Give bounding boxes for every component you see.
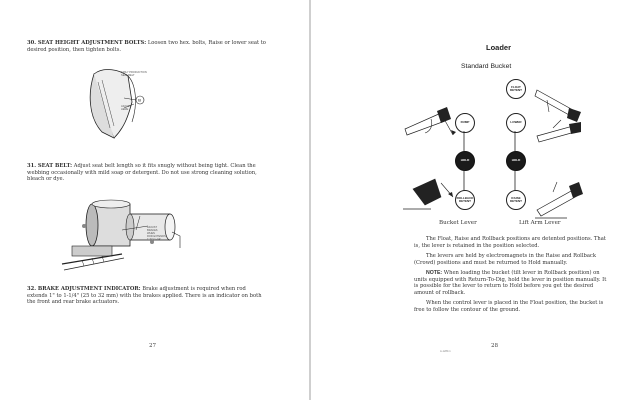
seat-label-1: EMILY PRODUCTION (121, 71, 147, 74)
hold-indicator-right: HOLD (506, 151, 526, 171)
item-30-heading: 30. SEAT HEIGHT ADJUSTMENT BOLTS: (27, 40, 147, 46)
paragraph-1: The Float, Raise and Rollback positions are detented positions. That is, the lever is retained in the position selected. (414, 236, 606, 249)
page-footnote: A-1280-1 (440, 350, 451, 353)
brake-label-5: 1" TO 1-1/4" (147, 238, 162, 241)
item-31-text: Adjust seat belt length so it fits snugly without being tight. Clean the webbing occasionally with mild soap or detergent. Do not use strong cleaning solution, bleach or dye. (27, 163, 257, 183)
item-30 (27, 40, 267, 53)
note-text: When loading the bucket (tilt lever in Rollback position) on units equipped with Return-To-Dig, hold the lever in position manually. It is possible for the lever to return to Hold before you get the desired amount of rollback. (414, 270, 607, 296)
seat-label-4: HERE (121, 108, 129, 111)
lower-indicator: LOWER (506, 113, 526, 133)
right-page-number: 28 (491, 343, 499, 349)
item-32-heading: 32. BRAKE ADJUSTMENT INDICATOR: (27, 286, 141, 292)
rollback-detent-indicator: ROLLBACK DETENT (455, 190, 475, 210)
paragraph-3: When the control lever is placed in the Float position, the bucket is free to follow the contour of the ground. (414, 300, 604, 313)
lift-arm-lever-caption: Lift Arm Lever (519, 220, 561, 226)
right-page (311, 0, 620, 400)
brake-label-1: ADJUST (147, 226, 158, 229)
brake-label-2: BRAKES (147, 229, 158, 232)
item-32 (27, 286, 267, 306)
item-31 (27, 163, 267, 183)
brake-label-4: ROD EXTENDS (147, 235, 166, 238)
paragraph-2: The levers are held by electromagnets in the Raise and Rollback (Crowd) positions and must be returned to Hold manually. (414, 253, 596, 266)
lift-arm-lever-diagram (533, 82, 593, 222)
item-32-text: Brake adjustment is required when rod extends 1" to 1-1/4" (25 to 32 mm) with the brakes applied. There is an indicator on both the front and rear brake actuators. (27, 286, 262, 306)
svg-text:B: B (138, 97, 141, 103)
left-page (0, 0, 309, 400)
brake-label-3: WHEN (147, 232, 155, 235)
float-detent-indicator: FLOAT DETENT (506, 79, 526, 99)
note-paragraph (414, 270, 610, 296)
item-31-heading: 31. SEAT BELT: (27, 163, 73, 169)
item-30-text: Loosen two hex. bolts, Raise or lower seat to desired position, then tighten bolts. (27, 40, 266, 53)
page-subtitle: Standard Bucket (461, 63, 512, 70)
dump-indicator: DUMP (455, 113, 475, 133)
bucket-lever-diagram (401, 105, 461, 215)
bucket-lever-caption: Bucket Lever (439, 220, 477, 226)
page-title: Loader (486, 43, 512, 52)
left-page-number: 27 (149, 343, 157, 349)
raise-detent-indicator: RAISE DETENT (506, 190, 526, 210)
seat-label-2: SEAT BELT (121, 74, 135, 77)
seat-label-3: ADJUST (121, 105, 132, 108)
hold-indicator-left: HOLD (455, 151, 475, 171)
brake-actuator-illustration (62, 196, 192, 278)
lever-stems (461, 131, 531, 191)
note-label: NOTE: (426, 270, 443, 276)
